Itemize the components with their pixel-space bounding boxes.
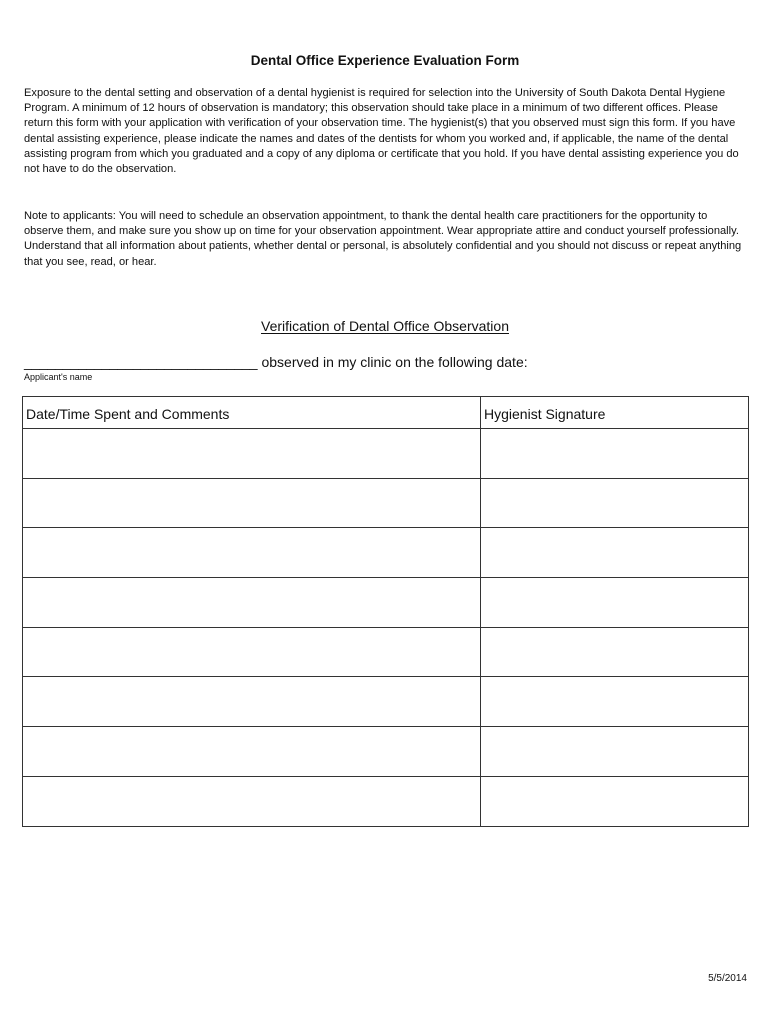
date-time-comments-cell[interactable]: [23, 677, 481, 727]
applicant-name-label: Applicant's name: [24, 372, 93, 382]
hygienist-signature-cell[interactable]: [481, 627, 749, 677]
table-row: [23, 727, 749, 777]
column-header-hygienist-signature: Hygienist Signature: [481, 397, 749, 429]
observed-statement-line[interactable]: ______________________________ observed in my clinic on the following date:: [24, 354, 528, 370]
hygienist-signature-cell[interactable]: [481, 478, 749, 528]
date-time-comments-cell[interactable]: [23, 776, 481, 826]
verification-heading: Verification of Dental Office Observation: [261, 318, 509, 334]
table-row: [23, 528, 749, 578]
date-time-comments-cell[interactable]: [23, 528, 481, 578]
date-time-comments-cell[interactable]: [23, 627, 481, 677]
hygienist-signature-cell[interactable]: [481, 429, 749, 479]
hygienist-signature-cell[interactable]: [481, 776, 749, 826]
date-time-comments-cell[interactable]: [23, 578, 481, 628]
date-time-comments-cell[interactable]: [23, 429, 481, 479]
hygienist-signature-cell[interactable]: [481, 727, 749, 777]
table-row: [23, 478, 749, 528]
footer-revision-date: 5/5/2014: [708, 973, 747, 984]
table-header-row: [23, 397, 749, 429]
hygienist-signature-cell[interactable]: [481, 528, 749, 578]
form-title: Dental Office Experience Evaluation Form: [250, 53, 520, 68]
hygienist-signature-cell[interactable]: [481, 578, 749, 628]
note-to-applicants-paragraph: Note to applicants: You will need to schedule an observation appointment, to thank the dental health care practitioners for the opportunity to observe them, and make sure you show up on time for your observation appointment. Wear appropriate attire and conduct yourself professionally. Understand that all information about patients, whether dental or personal, is absolutely confidential and you should not discuss or repeat anything that you see, read, or hear.: [24, 210, 742, 268]
date-time-comments-cell[interactable]: [23, 727, 481, 777]
table-row: [23, 429, 749, 479]
column-header-date-time: Date/Time Spent and Comments: [23, 397, 481, 429]
table-row: [23, 627, 749, 677]
table-row: [23, 677, 749, 727]
table-row: [23, 776, 749, 826]
intro-paragraph: Exposure to the dental setting and observation of a dental hygienist is required for selection into the University of South Dakota Dental Hygiene Program. A minimum of 12 hours of observation is mandatory; this observation should take place in a minimum of two different offices. Please return this form with your application with verification of your observation time. The hygienist(s) that you observed must sign this form. If you have dental assisting experience, please indicate the names and dates of the dentists for whom you worked and, if applicable, the name of the dental assisting program from which you graduated and a copy of any diploma or certificate that you hold. If you have dental assisting experience you do not have to do the observation.: [24, 87, 739, 176]
table-row: [23, 578, 749, 628]
observation-table: [22, 396, 749, 827]
hygienist-signature-cell[interactable]: [481, 677, 749, 727]
date-time-comments-cell[interactable]: [23, 478, 481, 528]
